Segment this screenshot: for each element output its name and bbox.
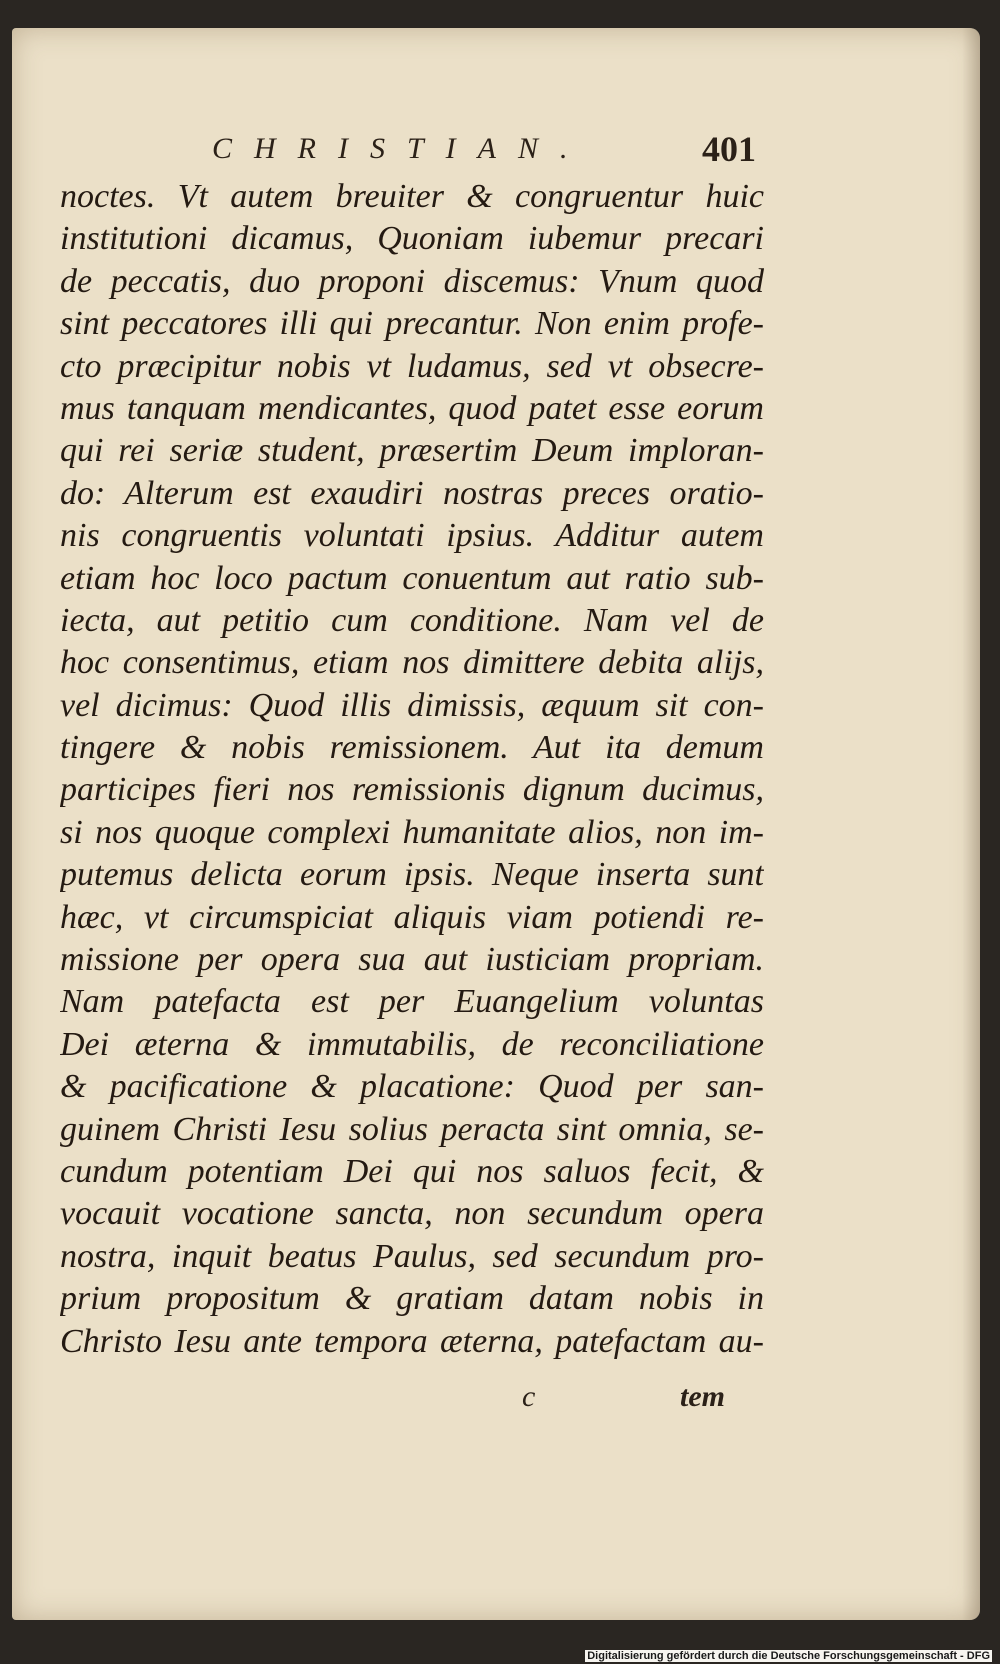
page-header xyxy=(12,129,980,176)
text-line: guinem Christi Iesu solius peracta sint omnia, se- xyxy=(60,1110,764,1148)
text-line: de peccatis, duo proponi discemus: Vnum quod xyxy=(60,262,764,300)
text-line: iecta, aut petitio cum conditione. Nam vel de xyxy=(60,601,764,639)
text-line: etiam hoc loco pactum conuentum aut ratio sub- xyxy=(60,559,764,597)
text-line: & pacificatione & placatione: Quod per san- xyxy=(60,1068,764,1106)
text-line: qui rei seriæ student, præsertim Deum imploran- xyxy=(60,432,764,470)
text-line: mus tanquam mendicantes, quod patet esse eorum xyxy=(60,389,764,427)
text-line: cundum potentiam Dei qui nos saluos fecit, & xyxy=(60,1152,764,1190)
text-line: sint peccatores illi qui precantur. Non enim profe- xyxy=(60,305,764,343)
body-text xyxy=(60,176,764,1363)
text-line: cto præcipitur nobis vt ludamus, sed vt obsecre- xyxy=(60,347,764,385)
text-line: hoc consentimus, etiam nos dimittere debita alijs, xyxy=(60,644,764,682)
text-line: tingere & nobis remissionem. Aut ita demum xyxy=(60,729,764,767)
signature-mark: c xyxy=(522,1380,536,1413)
text-line: si nos quoque complexi humanitate alios, non im- xyxy=(60,813,764,851)
text-line: prium propositum & gratiam datam nobis in xyxy=(60,1280,764,1318)
page-footer xyxy=(12,1380,980,1424)
text-line: vel dicimus: Quod illis dimissis, æquum sit con- xyxy=(60,686,764,724)
text-line: Dei æterna & immutabilis, de reconciliatione xyxy=(60,1025,764,1063)
digitization-credit: Digitalisierung gefördert durch die Deutsche Forschungsgemeinschaft - DFG xyxy=(587,1650,990,1662)
text-line: institutioni dicamus, Quoniam iubemur precari xyxy=(60,220,764,258)
text-line: Christo Iesu ante tempora æterna, patefactam au- xyxy=(60,1322,764,1360)
text-line: missione per opera sua aut iusticiam propriam. xyxy=(60,941,764,979)
text-line: do: Alterum est exaudiri nostras preces oratio- xyxy=(60,474,764,512)
book-page xyxy=(12,28,980,1620)
text-line: nostra, inquit beatus Paulus, sed secundum pro- xyxy=(60,1237,764,1275)
text-line: vocauit vocatione sancta, non secundum opera xyxy=(60,1195,764,1233)
page-number: 401 xyxy=(702,129,756,169)
catchword: tem xyxy=(680,1380,725,1413)
text-line: nis congruentis voluntati ipsius. Additur autem xyxy=(60,517,764,555)
text-line: Nam patefacta est per Euangelium voluntas xyxy=(60,983,764,1021)
text-line: participes fieri nos remissionis dignum ducimus, xyxy=(60,771,764,809)
text-line: noctes. Vt autem breuiter & congruentur huic xyxy=(60,178,764,215)
text-line: putemus delicta eorum ipsis. Neque inserta sunt xyxy=(60,856,764,894)
running-head: CHRISTIAN. xyxy=(212,132,590,165)
text-line: hæc, vt circumspiciat aliquis viam potiendi re- xyxy=(60,898,764,936)
